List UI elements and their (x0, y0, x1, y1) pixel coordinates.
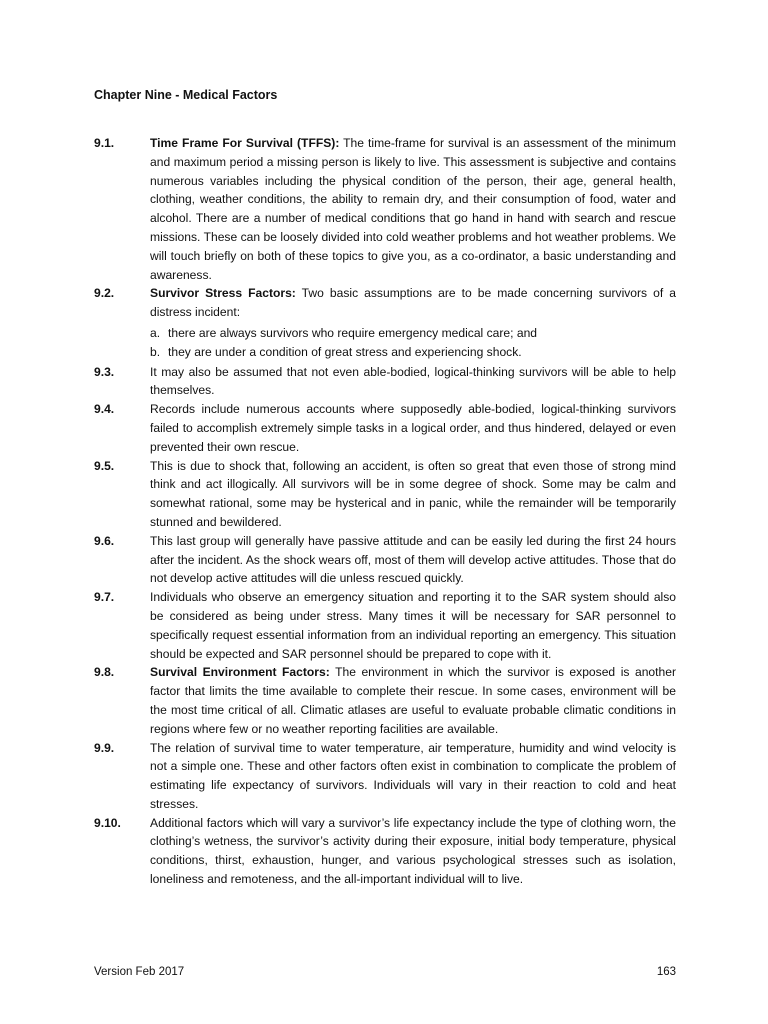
section-label: Survivor Stress Factors: (150, 286, 296, 301)
section-body (150, 134, 676, 284)
section-number: 9.8. (94, 665, 115, 680)
section-9-9 (94, 739, 676, 814)
section-9-5 (94, 457, 676, 532)
section-body (150, 814, 676, 889)
section-text: Additional factors which will vary a survivor’s life expectancy include the type of clothing worn, the clothing’s wetness, the survivor’s activity during their exposure, initial body temperature, physical conditions, thirst, exhaustion, hunger, and various psychological stresses such as isolation, loneliness and remoteness, and the all-important individual will to live. (150, 815, 676, 887)
section-number: 9.10. (94, 815, 121, 830)
section-number: 9.3. (94, 364, 115, 379)
list-item-text: they are under a condition of great stress and experiencing shock. (168, 344, 522, 359)
section-number: 9.9. (94, 740, 115, 755)
section-text: Individuals who observe an emergency situation and reporting it to the SAR system should also be considered as being under stress. Many times it will be necessary for SAR personnel to specifically request essential information from an individual reporting an emergency. This situation should be expected and SAR personnel should be prepared to cope with it. (150, 590, 676, 661)
section-number: 9.7. (94, 590, 115, 605)
section-text: The environment in which the survivor is exposed is another factor that limits the time available to complete their rescue. In some cases, environment will be the most time critical of all. Climatic atlases are useful to evaluate probable climatic conditions in regions where few or no weather reporting facilities are available. (150, 665, 676, 736)
section-9-10 (94, 814, 676, 889)
section-body (150, 588, 676, 663)
section-body (150, 739, 676, 814)
section-number: 9.1. (94, 136, 115, 150)
section-text: Records include numerous accounts where supposedly able-bodied, logical-thinking survivors failed to accomplish extremely simple tasks in a logical order, and thus hindered, delayed or even prevented their own rescue. (150, 402, 676, 454)
section-number: 9.6. (94, 533, 115, 548)
section-9-3 (94, 363, 676, 401)
assumption-list (150, 324, 676, 362)
section-body (150, 457, 676, 532)
section-9-1 (94, 134, 676, 284)
section-text: This is due to shock that, following an accident, is often so great that even those of strong mind think and act illogically. All survivors will be in some degree of shock. Some may be calm and somewhat rational, some may be hysterical and in panic, while the remainder will be temporarily stunned and bewildered. (150, 458, 676, 529)
footer-version: Version Feb 2017 (94, 966, 185, 978)
section-9-8 (94, 663, 676, 738)
section-body (150, 284, 676, 322)
list-marker: a. (150, 325, 161, 340)
section-9-7 (94, 588, 676, 663)
chapter-title: Chapter Nine - Medical Factors (94, 88, 278, 102)
list-item (150, 324, 676, 343)
section-9-6 (94, 532, 676, 588)
list-item (150, 343, 676, 362)
section-body (150, 363, 676, 401)
list-item-text: there are always survivors who require emergency medical care; and (168, 325, 538, 340)
section-body (150, 532, 676, 588)
section-text: This last group will generally have passive attitude and can be easily led during the first 24 hours after the incident. As the shock wears off, most of them will develop active attitudes. Those that do not develop active attitudes will die unless rescued quickly. (150, 533, 676, 586)
sections-list (94, 134, 676, 889)
section-text: The time-frame for survival is an assessment of the minimum and maximum period a missing person is likely to live. This assessment is subjective and contains numerous variables including the physical condition of the person, their age, general health, clothing, weather conditions, the ability to remain dry, and their consumption of food, water and alcohol. There are a number of medical conditions that go hand in hand with search and rescue missions. These can be loosely divided into cold weather problems and hot weather problems. We will touch briefly on both of these topics to give you, as a co-ordinator, a basic understanding and awareness. (150, 136, 676, 282)
section-text: The relation of survival time to water temperature, air temperature, humidity and wind velocity is not a simple one. These and other factors often exist in combination to complicate the problem of estimating life expectancy of survivors. Individuals will vary in their reaction to cold and heat stresses. (150, 740, 676, 811)
list-marker: b. (150, 344, 161, 359)
section-9-4 (94, 400, 676, 456)
section-text: Two basic assumptions are to be made concerning survivors of a distress incident: (150, 286, 676, 320)
footer-page-number: 163 (656, 966, 676, 978)
section-number: 9.5. (94, 458, 115, 473)
section-text: It may also be assumed that not even able-bodied, logical-thinking survivors will be able to help themselves. (150, 364, 676, 398)
section-body (150, 663, 676, 738)
section-label: Time Frame For Survival (TFFS): (150, 136, 340, 150)
section-number: 9.4. (94, 402, 115, 417)
section-body (150, 400, 676, 456)
section-number: 9.2. (94, 286, 115, 301)
section-9-2 (94, 284, 676, 322)
section-label: Survival Environment Factors: (150, 665, 330, 680)
